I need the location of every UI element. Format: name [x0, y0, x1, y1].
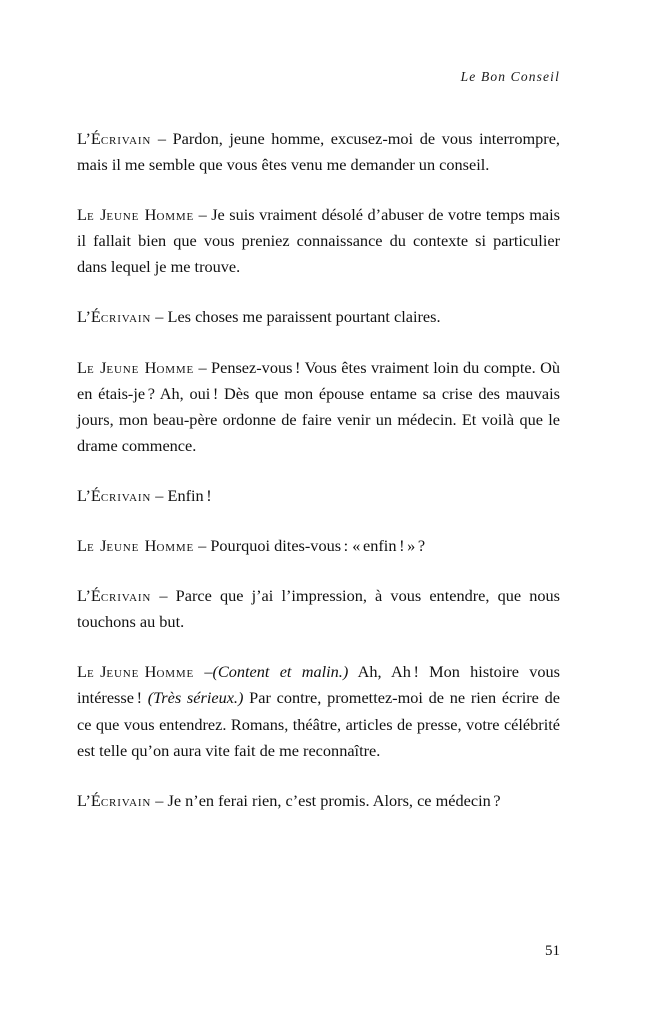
speaker-name-jeune-homme	[77, 205, 194, 224]
speech-text: ! Vous êtes vraiment loin du compte. Où en étais-je	[77, 357, 560, 403]
speaker-name-jeune-homme	[77, 536, 194, 555]
speaker-smallcaps: crivain	[100, 129, 152, 148]
speaker-initial: H	[144, 357, 157, 377]
speech-block	[77, 533, 560, 559]
speaker-smallcaps: e	[86, 357, 95, 377]
speaker-smallcaps: omme	[156, 536, 195, 556]
speech-block	[77, 483, 560, 509]
speech-text: !	[206, 485, 212, 505]
speaker-initial: L	[77, 357, 87, 377]
speaker-name-ecrivain	[77, 307, 151, 326]
speech-text: Ah, Ah	[357, 662, 411, 682]
speaker-smallcaps: e	[86, 205, 95, 225]
speaker-initial: J	[100, 536, 107, 556]
speaker-initial: H	[144, 205, 157, 225]
speaker-dash: –	[155, 307, 164, 327]
stage-direction: (Très sérieux.)	[147, 688, 244, 708]
speech-text: Je n’en ferai rien, c’est promis. Alors, ce médecin	[167, 790, 491, 810]
speaker-smallcaps: crivain	[100, 307, 152, 327]
speaker-initial: L’É	[77, 790, 101, 810]
speaker-initial: J	[100, 357, 107, 377]
speech-colon: :	[343, 536, 349, 556]
stage-direction: (Content et malin.)	[212, 662, 349, 682]
speaker-smallcaps: eune	[106, 357, 140, 377]
speaker-dash: –	[155, 790, 164, 810]
speech-block	[77, 202, 560, 280]
speech-text: ? Ah, oui	[147, 383, 211, 403]
speech-text: Pensez-vous	[211, 357, 293, 377]
speaker-smallcaps: crivain	[100, 586, 152, 606]
speaker-smallcaps: e	[86, 662, 95, 682]
speaker-name-jeune-homme	[77, 358, 194, 377]
speech-text: ! Mon histoire vous intéresse	[77, 662, 561, 708]
speaker-dash: –	[204, 662, 213, 682]
quoted-bang: !	[399, 536, 405, 556]
speaker-initial: L’É	[77, 485, 101, 505]
speech-block	[77, 659, 560, 763]
running-header-title: Le Bon Conseil	[460, 69, 560, 84]
speaker-name-ecrivain	[77, 791, 151, 810]
speech-text: Parce que j’ai l’impression, à vous entendre, que nous touchons au but.	[77, 586, 560, 632]
speaker-initial: J	[100, 205, 107, 225]
speaker-dash: –	[198, 357, 207, 377]
speaker-initial: H	[144, 536, 157, 556]
speaker-initial: L	[77, 662, 87, 682]
speaker-dash: –	[155, 485, 164, 505]
speaker-initial: L	[77, 205, 87, 225]
speech-text: Enfin	[167, 485, 204, 505]
speaker-initial: L’É	[77, 129, 101, 148]
speaker-smallcaps: eune	[106, 536, 140, 556]
speech-text: Pourquoi dites-vous	[210, 536, 342, 556]
speaker-smallcaps: crivain	[100, 790, 152, 810]
speaker-smallcaps: eune	[106, 205, 140, 225]
speech-block	[77, 788, 560, 814]
speaker-name-jeune-homme	[77, 662, 194, 681]
speech-text: !	[136, 688, 142, 708]
quote-close: »	[407, 536, 416, 556]
page-number: 51	[545, 943, 560, 959]
speaker-initial: L	[77, 536, 87, 556]
speaker-initial: L’É	[77, 586, 101, 606]
speech-text: Les choses me paraissent pourtant claires.	[167, 307, 441, 327]
speaker-dash: –	[198, 205, 207, 225]
speaker-smallcaps: omme	[156, 662, 195, 682]
quote-open: «	[352, 536, 361, 556]
speaker-smallcaps: omme	[156, 357, 195, 377]
speech-text: Je suis vraiment désolé d’abuser de votre temps mais il fallait bien que vous preniez connaissance du contexte si particulier dans lequel je me trouve.	[77, 205, 561, 277]
speech-text: Pardon, jeune homme, excusez-moi de vous interrompre, mais il me semble que vous êtes venu me demander un conseil.	[77, 129, 560, 175]
speech-text: Par contre, promettez-moi de ne rien écrire de ce que vous entendrez. Romans, théâtre, articles de presse, votre célébrité est telle qu’on aura vite fait de me reconnaître.	[77, 688, 561, 760]
speech-question-mark: ?	[417, 536, 426, 556]
speaker-smallcaps: crivain	[100, 485, 152, 505]
speech-block	[77, 304, 560, 330]
speaker-dash: –	[198, 536, 207, 556]
speaker-initial: H	[144, 662, 157, 682]
speaker-name-ecrivain	[77, 129, 151, 148]
speaker-initial: L’É	[77, 307, 101, 327]
speaker-smallcaps: eune	[106, 662, 140, 682]
speaker-dash: –	[159, 586, 168, 606]
speaker-initial: J	[100, 662, 107, 682]
speech-block	[77, 126, 560, 178]
speaker-smallcaps: omme	[156, 205, 195, 225]
speaker-name-ecrivain	[77, 586, 151, 605]
quoted-word: enfin	[363, 536, 397, 556]
speech-text: ! Dès que mon épouse entame sa crise des mauvais jours, mon beau-père ordonne de faire venir un médecin. Et voilà que le drame commence.	[77, 383, 560, 455]
speech-block	[77, 355, 560, 459]
speaker-name-ecrivain	[77, 486, 151, 505]
speech-block	[77, 583, 560, 635]
speech-question-mark: ?	[493, 790, 501, 810]
speaker-dash: –	[157, 129, 166, 148]
speaker-smallcaps: e	[86, 536, 95, 556]
text-column	[77, 126, 560, 814]
